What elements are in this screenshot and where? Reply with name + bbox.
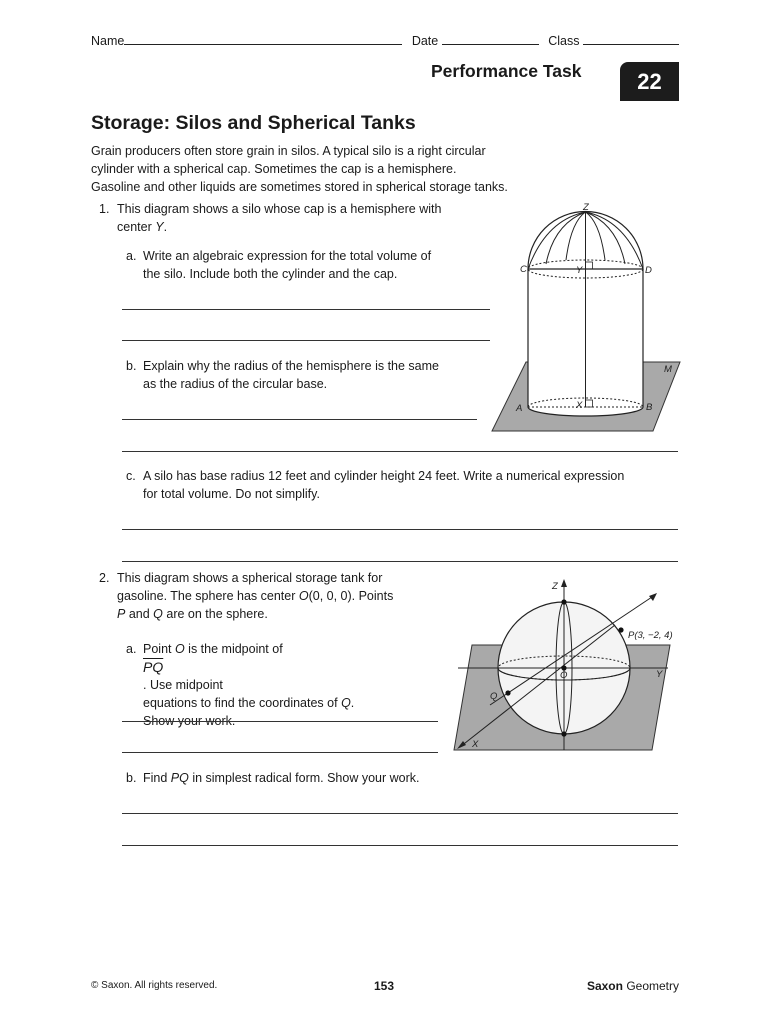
question-1a bbox=[126, 247, 431, 283]
date-label: Date bbox=[411, 34, 439, 48]
label-z: Z bbox=[552, 581, 558, 592]
question-1a-label: a. bbox=[126, 249, 137, 263]
question-2-stem-line: gasoline. The sphere has center O(0, 0, 0). Points bbox=[117, 589, 394, 603]
label-b: B bbox=[646, 402, 653, 413]
answer-line[interactable] bbox=[122, 721, 438, 722]
footer-copyright: © Saxon. All rights reserved. bbox=[91, 980, 218, 991]
label-m: M bbox=[664, 364, 672, 375]
name-field[interactable] bbox=[124, 33, 402, 45]
question-2-stem-line: This diagram shows a spherical storage tank for bbox=[117, 571, 383, 585]
label-x: X bbox=[576, 400, 583, 411]
page-title: Storage: Silos and Spherical Tanks bbox=[91, 112, 416, 134]
answer-line[interactable] bbox=[122, 813, 678, 814]
question-1b bbox=[126, 357, 439, 393]
question-2-number: 2. bbox=[99, 571, 110, 585]
question-2b-line: Find PQ in simplest radical form. Show your work. bbox=[143, 771, 420, 785]
label-o: O bbox=[560, 670, 568, 681]
sphere-diagram bbox=[450, 575, 680, 755]
label-p: P(3, −2, 4) bbox=[628, 630, 673, 641]
question-1-stem-line: center Y. bbox=[117, 220, 168, 234]
answer-line[interactable] bbox=[122, 529, 678, 530]
answer-line[interactable] bbox=[122, 451, 678, 452]
label-a: A bbox=[516, 403, 523, 414]
intro-paragraph bbox=[91, 142, 561, 196]
question-2a-label: a. bbox=[126, 642, 137, 656]
question-1b-line: as the radius of the circular base. bbox=[143, 377, 328, 391]
question-1c bbox=[126, 467, 624, 503]
question-1-stem-line: This diagram shows a silo whose cap is a hemisphere with bbox=[117, 202, 442, 216]
footer-book-title bbox=[587, 979, 679, 993]
label-x: X bbox=[472, 739, 479, 750]
class-field[interactable] bbox=[583, 33, 679, 45]
question-2a-line: equations to find the coordinates of Q. bbox=[143, 696, 355, 710]
question-2a-line: Point O is the midpoint of $\overline{PQ}$ . Use midpoint bbox=[143, 640, 354, 694]
question-1b-label: b. bbox=[126, 359, 137, 373]
intro-line: cylinder with a spherical cap. Sometimes the cap is a hemisphere. bbox=[91, 162, 457, 176]
question-1a-line: Write an algebraic expression for the total volume of bbox=[143, 249, 432, 263]
label-y: Y bbox=[576, 265, 583, 276]
performance-task-label: Performance Task bbox=[431, 61, 582, 81]
task-number-badge: 22 bbox=[620, 62, 679, 101]
silo-diagram bbox=[488, 200, 683, 435]
question-2a bbox=[126, 640, 354, 730]
label-d: D bbox=[645, 265, 652, 276]
question-1b-line: Explain why the radius of the hemisphere is the same bbox=[143, 359, 439, 373]
intro-line: Grain producers often store grain in silos. A typical silo is a right circular bbox=[91, 144, 486, 158]
question-1c-line: A silo has base radius 12 feet and cylinder height 24 feet. Write a numerical expression bbox=[143, 469, 625, 483]
segment-pq: $\overline{PQ}$ bbox=[143, 659, 164, 675]
intro-line: Gasoline and other liquids are sometimes stored in spherical storage tanks. bbox=[91, 180, 508, 194]
label-q: Q bbox=[490, 691, 498, 702]
question-2a-line: Show your work. bbox=[143, 714, 236, 728]
label-c: C bbox=[520, 264, 527, 275]
answer-line[interactable] bbox=[122, 561, 678, 562]
question-1a-line: the silo. Include both the cylinder and the cap. bbox=[143, 267, 398, 281]
answer-line[interactable] bbox=[122, 309, 490, 310]
question-1c-label: c. bbox=[126, 469, 136, 483]
question-2b-label: b. bbox=[126, 771, 137, 785]
question-2-stem-line: P and Q are on the sphere. bbox=[117, 607, 268, 621]
answer-line[interactable] bbox=[122, 419, 477, 420]
class-label: Class bbox=[548, 34, 580, 48]
question-1-number: 1. bbox=[99, 202, 110, 216]
question-2-stem bbox=[99, 569, 393, 623]
question-2b bbox=[126, 769, 420, 787]
answer-line[interactable] bbox=[122, 340, 490, 341]
label-y: Y bbox=[656, 669, 663, 680]
footer-brand: Saxon bbox=[586, 979, 623, 993]
footer-subject: Geometry bbox=[626, 979, 679, 993]
footer-page-number: 153 bbox=[374, 979, 395, 993]
header-fields bbox=[91, 33, 679, 48]
question-1c-line: for total volume. Do not simplify. bbox=[143, 487, 320, 501]
question-1-stem bbox=[99, 200, 441, 236]
date-field[interactable] bbox=[442, 33, 539, 45]
label-z: Z bbox=[583, 202, 589, 213]
name-label: Name bbox=[91, 34, 125, 48]
answer-line[interactable] bbox=[122, 845, 678, 846]
answer-line[interactable] bbox=[122, 752, 438, 753]
